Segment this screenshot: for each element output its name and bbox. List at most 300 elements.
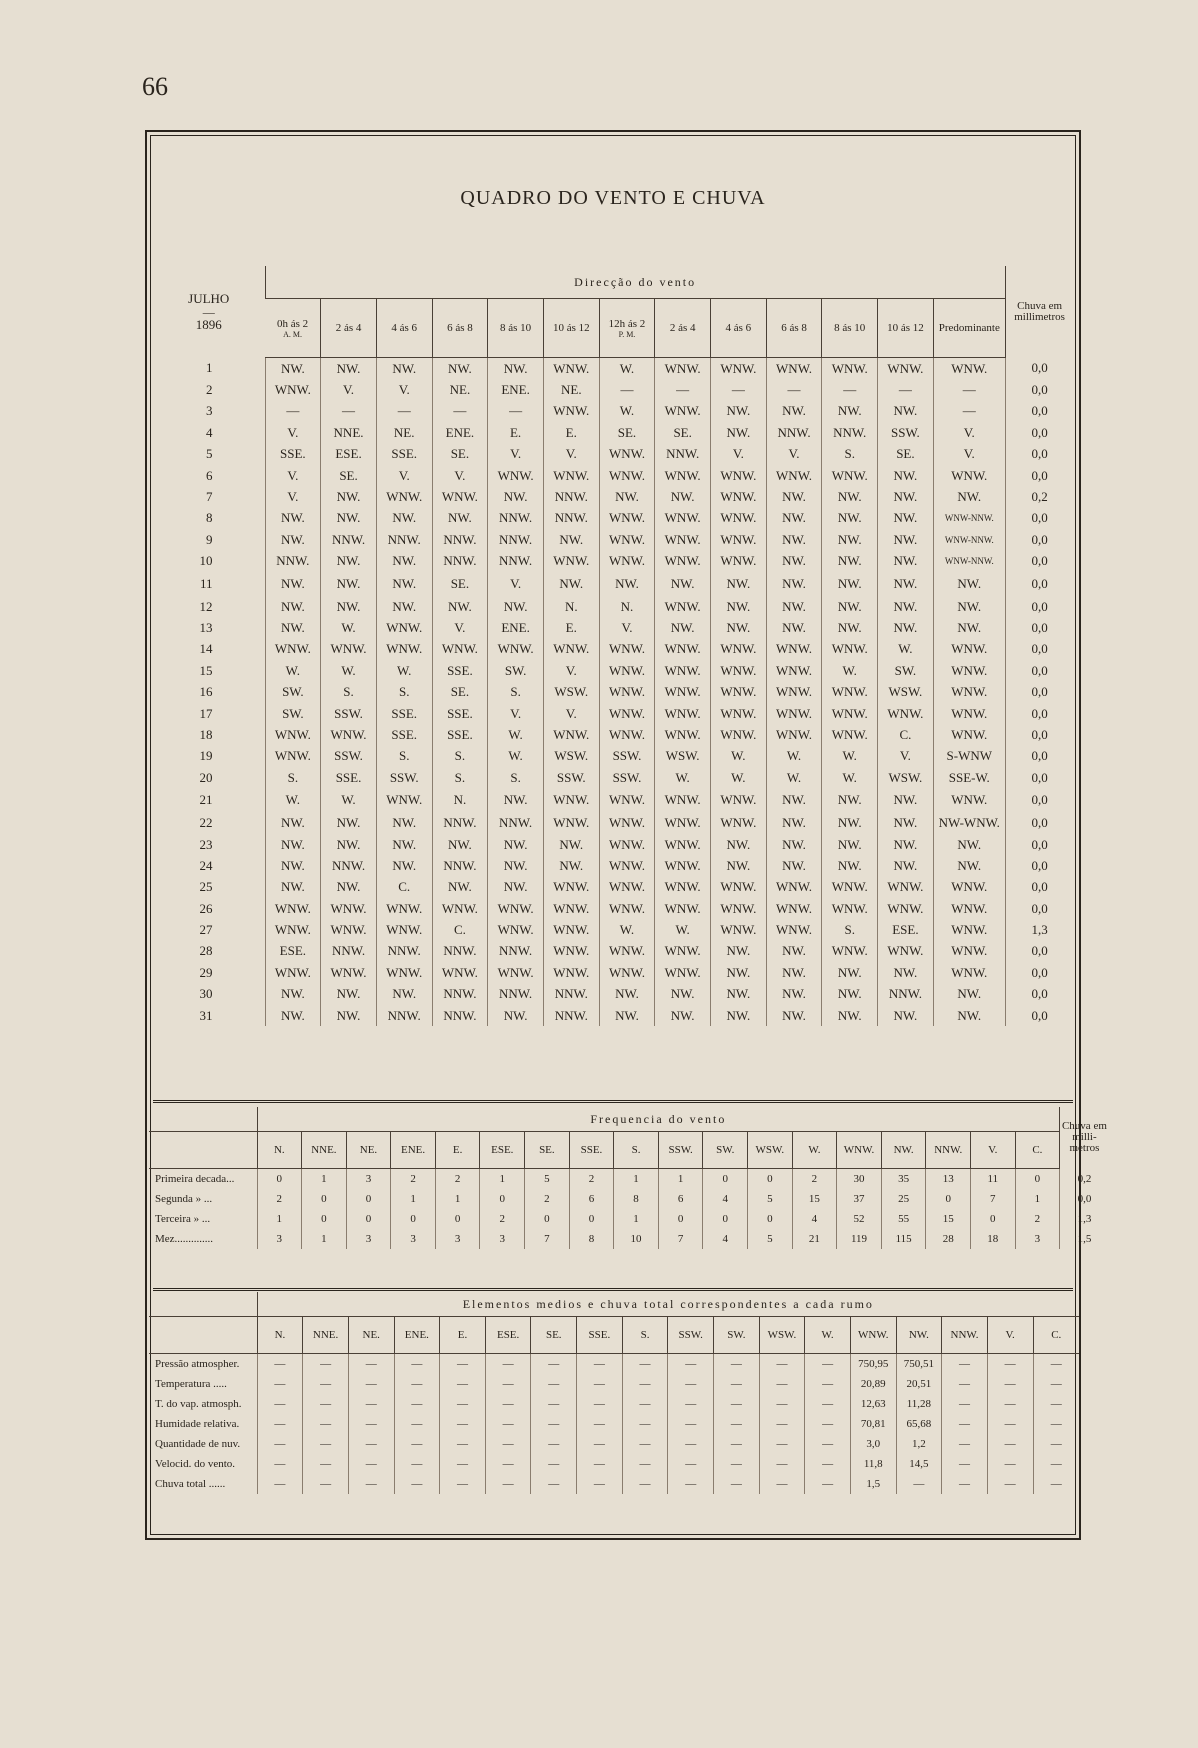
direction-cell: SSE.	[376, 444, 432, 465]
day-cell: 26	[199, 900, 213, 916]
direction-cell: NNW.	[488, 941, 544, 962]
direction-cell: SSW.	[321, 703, 377, 724]
direction-cell: W.	[321, 788, 377, 812]
direction-cell: WNW.	[488, 962, 544, 983]
rain-cell: 0,0	[1005, 681, 1073, 702]
row-label: Humidade relativa.	[155, 1418, 240, 1430]
direction-cell: WNW.	[488, 639, 544, 660]
value-cell: —	[759, 1394, 805, 1414]
value-cell: 0	[748, 1169, 793, 1190]
table-row	[153, 660, 1073, 681]
direction-header: E.	[435, 1132, 480, 1169]
direction-cell: V.	[933, 422, 1005, 443]
hour-header: 4 ás 6	[376, 299, 432, 358]
value-cell: —	[622, 1374, 668, 1394]
direction-cell: WNW.	[711, 877, 767, 898]
direction-cell: NNW.	[432, 984, 488, 1005]
frequency-title: Frequencia do vento	[257, 1107, 1060, 1132]
day-cell: 13	[199, 619, 213, 635]
rain-cell: 0,0	[1005, 401, 1073, 422]
day-cell: 14	[199, 641, 213, 657]
value-cell: 0	[346, 1209, 391, 1229]
row-label: Primeira decada...	[155, 1173, 235, 1185]
direction-cell: NW.	[376, 596, 432, 617]
direction-cell: SE.	[655, 422, 711, 443]
direction-cell: V.	[376, 379, 432, 400]
value-cell: 6	[658, 1189, 703, 1209]
direction-cell: NW.	[376, 551, 432, 572]
value-cell: —	[1033, 1374, 1079, 1394]
day-cell: 2	[206, 382, 213, 398]
value-cell: 1,5	[850, 1474, 896, 1494]
value-cell: 0	[525, 1209, 570, 1229]
direction-cell: WNW.	[543, 788, 599, 812]
direction-cell: —	[933, 379, 1005, 400]
table-row	[153, 358, 1073, 380]
direction-cell: WNW.	[376, 962, 432, 983]
direction-cell: NW.	[599, 572, 655, 596]
direction-cell: SSE.	[321, 767, 377, 788]
direction-cell: WNW.	[599, 660, 655, 681]
day-cell: 6	[206, 467, 213, 483]
direction-header: ESE.	[485, 1317, 531, 1354]
direction-cell: WNW.	[265, 724, 321, 745]
value-cell: —	[987, 1454, 1033, 1474]
direction-cell: NNE.	[321, 422, 377, 443]
direction-cell: NW.	[822, 788, 878, 812]
direction-cell: SSW.	[376, 767, 432, 788]
direction-cell: ENE.	[488, 379, 544, 400]
value-cell: —	[257, 1394, 303, 1414]
value-cell: —	[714, 1354, 760, 1375]
table-row	[153, 639, 1073, 660]
value-cell: —	[577, 1374, 623, 1394]
direction-cell: WNW.	[599, 529, 655, 550]
direction-header: SW.	[703, 1132, 748, 1169]
direction-cell: WNW.	[711, 508, 767, 529]
direction-cell: WNW.	[933, 898, 1005, 919]
direction-cell: SE.	[321, 465, 377, 486]
direction-cell: SW.	[878, 660, 934, 681]
direction-cell: WNW.	[933, 724, 1005, 745]
direction-cell: NW.	[878, 572, 934, 596]
direction-cell: N.	[543, 596, 599, 617]
direction-cell: WNW.	[933, 660, 1005, 681]
table-row	[153, 812, 1073, 833]
direction-cell: C.	[878, 724, 934, 745]
direction-cell: NNW.	[432, 812, 488, 833]
table-row	[153, 746, 1073, 767]
direction-cell: WNW.	[599, 834, 655, 855]
direction-cell: NW.	[711, 1005, 767, 1026]
direction-header: SSE.	[577, 1317, 623, 1354]
direction-cell: WNW.	[655, 529, 711, 550]
direction-title: Direcção do vento	[265, 266, 1005, 299]
value-cell: —	[805, 1354, 851, 1375]
rain-header: Chuva em millimetros	[1005, 266, 1073, 358]
direction-cell: WNW.	[376, 617, 432, 638]
direction-header: WNW.	[837, 1132, 882, 1169]
direction-cell: WNW.	[655, 358, 711, 380]
value-cell: 0	[658, 1209, 703, 1229]
direction-cell: NW.	[878, 529, 934, 550]
direction-cell: NW.	[711, 834, 767, 855]
direction-cell: —	[822, 379, 878, 400]
direction-cell: WNW.	[265, 639, 321, 660]
rain-cell: 0,0	[1005, 703, 1073, 724]
value-cell: —	[1033, 1354, 1079, 1375]
value-cell: —	[1033, 1454, 1079, 1474]
hour-header: 4 ás 6	[711, 299, 767, 358]
value-cell: —	[394, 1434, 440, 1454]
value-cell: —	[348, 1474, 394, 1494]
table-row	[149, 1169, 1109, 1190]
value-cell: —	[896, 1474, 942, 1494]
direction-cell: WNW.	[822, 639, 878, 660]
value-cell: 13	[926, 1169, 971, 1190]
direction-cell: NW.	[878, 812, 934, 833]
direction-cell: SSW.	[543, 767, 599, 788]
value-cell: —	[1033, 1434, 1079, 1454]
direction-cell: NNW.	[321, 855, 377, 876]
table-row	[149, 1229, 1109, 1249]
value-cell: 1	[391, 1189, 436, 1209]
value-cell: —	[1033, 1414, 1079, 1434]
direction-cell: NW.	[766, 962, 822, 983]
direction-cell: WNW.	[543, 919, 599, 940]
direction-cell: NW.	[265, 508, 321, 529]
value-cell: —	[577, 1394, 623, 1414]
rain-cell: 0,0	[1005, 898, 1073, 919]
direction-cell: V.	[265, 422, 321, 443]
direction-cell: NW.	[822, 596, 878, 617]
value-cell: 0	[257, 1169, 302, 1190]
rain-cell: 0,0	[1005, 855, 1073, 876]
direction-cell: NNW.	[432, 551, 488, 572]
value-cell: 4	[703, 1189, 748, 1209]
day-cell: 8	[206, 510, 213, 526]
direction-cell: NW.	[376, 358, 432, 380]
direction-cell: WNW.	[599, 551, 655, 572]
table-row	[153, 681, 1073, 702]
table-row	[153, 984, 1073, 1005]
value-cell: —	[668, 1414, 714, 1434]
direction-cell: S.	[822, 444, 878, 465]
value-cell: —	[394, 1474, 440, 1494]
direction-cell: SSE.	[432, 724, 488, 745]
month-header	[153, 266, 265, 358]
direction-cell: W.	[878, 639, 934, 660]
table-row	[153, 962, 1073, 983]
value-cell: —	[303, 1474, 349, 1494]
day-cell: 25	[199, 879, 213, 895]
value-cell: —	[257, 1434, 303, 1454]
rain-cell: 0,0	[1005, 1005, 1073, 1026]
value-cell: 15	[792, 1189, 837, 1209]
direction-cell: NW.	[878, 465, 934, 486]
direction-cell: NW.	[321, 572, 377, 596]
direction-cell: V.	[711, 444, 767, 465]
table-row	[149, 1414, 1079, 1434]
rain-cell: 0,0	[1005, 572, 1073, 596]
value-cell: 1,3	[1060, 1209, 1109, 1229]
direction-cell: WNW.	[599, 962, 655, 983]
direction-cell: NW.	[265, 834, 321, 855]
day-cell: 17	[199, 705, 213, 721]
table-row	[153, 529, 1073, 550]
direction-cell: NW.	[822, 1005, 878, 1026]
direction-cell: W.	[321, 617, 377, 638]
value-cell: —	[668, 1354, 714, 1375]
direction-cell: NW.	[376, 855, 432, 876]
hour-header: 2 ás 4	[321, 299, 377, 358]
direction-cell: NW.	[488, 834, 544, 855]
direction-cell: NW.	[321, 358, 377, 380]
direction-cell: NW.	[878, 788, 934, 812]
direction-cell: WSW.	[878, 767, 934, 788]
direction-cell: WNW.	[711, 660, 767, 681]
direction-cell: NW.	[933, 1005, 1005, 1026]
direction-cell: WNW.	[543, 724, 599, 745]
direction-cell: NW.	[599, 984, 655, 1005]
direction-cell: WNW.	[321, 724, 377, 745]
direction-cell: WNW.	[599, 855, 655, 876]
direction-cell: —	[432, 401, 488, 422]
direction-cell: NW.	[265, 358, 321, 380]
direction-cell: WNW.	[766, 358, 822, 380]
value-cell: —	[485, 1394, 531, 1414]
table-row	[153, 855, 1073, 876]
value-cell: 1	[614, 1169, 659, 1190]
direction-header: N.	[257, 1132, 302, 1169]
direction-cell: —	[655, 379, 711, 400]
value-cell: —	[303, 1394, 349, 1414]
direction-cell: —	[265, 401, 321, 422]
value-cell: —	[1033, 1474, 1079, 1494]
direction-cell: WNW.	[599, 877, 655, 898]
direction-cell: WNW.	[599, 898, 655, 919]
value-cell: 2	[525, 1189, 570, 1209]
direction-cell: WSW.	[543, 746, 599, 767]
direction-cell: SSE.	[265, 444, 321, 465]
direction-cell: WNW.	[599, 444, 655, 465]
table-row	[153, 596, 1073, 617]
direction-cell: WNW.	[599, 812, 655, 833]
value-cell: 5	[525, 1169, 570, 1190]
value-cell: —	[440, 1394, 486, 1414]
table-row	[153, 444, 1073, 465]
direction-cell: NW.	[265, 877, 321, 898]
direction-cell: NW.	[321, 486, 377, 507]
direction-cell: NW-WNW.	[933, 812, 1005, 833]
table-row	[153, 401, 1073, 422]
value-cell: —	[303, 1414, 349, 1434]
direction-cell: NW.	[321, 596, 377, 617]
value-cell: 2	[391, 1169, 436, 1190]
hour-header: 10 ás 12	[878, 299, 934, 358]
direction-cell: NW.	[878, 508, 934, 529]
value-cell: —	[485, 1454, 531, 1474]
direction-cell: NW.	[822, 572, 878, 596]
rain-cell: 0,0	[1005, 724, 1073, 745]
direction-cell: NW.	[933, 617, 1005, 638]
direction-cell: V.	[432, 617, 488, 638]
hour-header: Predominante	[933, 299, 1005, 358]
direction-cell: NW.	[766, 596, 822, 617]
direction-cell: SE.	[432, 681, 488, 702]
value-cell: 1	[257, 1209, 302, 1229]
direction-cell: NW.	[878, 855, 934, 876]
direction-header: SSE.	[569, 1132, 614, 1169]
value-cell: 0	[703, 1209, 748, 1229]
table-row	[149, 1474, 1079, 1494]
value-cell: 1,2	[896, 1434, 942, 1454]
value-cell: —	[759, 1374, 805, 1394]
direction-cell: WNW.	[265, 898, 321, 919]
direction-cell: NW.	[265, 855, 321, 876]
table-row	[149, 1454, 1079, 1474]
rain-cell: 0,0	[1005, 767, 1073, 788]
direction-cell: WNW.	[711, 812, 767, 833]
direction-header: WSW.	[748, 1132, 793, 1169]
direction-cell: V.	[432, 465, 488, 486]
direction-cell: WNW.	[655, 834, 711, 855]
value-cell: —	[759, 1354, 805, 1375]
value-cell: 0	[748, 1209, 793, 1229]
day-cell: 10	[199, 553, 213, 569]
direction-cell: ESE.	[321, 444, 377, 465]
direction-cell: ESE.	[878, 919, 934, 940]
direction-cell: NW.	[933, 855, 1005, 876]
direction-cell: NW.	[599, 1005, 655, 1026]
direction-cell: E.	[488, 422, 544, 443]
table-row	[149, 1394, 1079, 1414]
value-cell: —	[714, 1474, 760, 1494]
direction-cell: NW.	[822, 855, 878, 876]
month-label: JULHO	[188, 290, 230, 306]
direction-cell: NW.	[321, 551, 377, 572]
value-cell: 0	[435, 1209, 480, 1229]
value-cell: —	[987, 1374, 1033, 1394]
direction-cell: W.	[655, 919, 711, 940]
day-cell: 19	[199, 748, 213, 764]
day-cell: 7	[206, 489, 213, 505]
value-cell: —	[257, 1374, 303, 1394]
direction-header: NE.	[346, 1132, 391, 1169]
direction-cell: WNW.	[655, 724, 711, 745]
direction-cell: NW.	[376, 812, 432, 833]
direction-cell: NW.	[878, 596, 934, 617]
direction-cell: NW.	[655, 486, 711, 507]
rain-cell: 0,0	[1005, 617, 1073, 638]
value-cell: —	[348, 1394, 394, 1414]
value-cell: 14,5	[896, 1454, 942, 1474]
direction-cell: WNW.	[822, 724, 878, 745]
direction-cell: WNW.	[933, 941, 1005, 962]
rain-cell: 0,0	[1005, 812, 1073, 833]
value-cell: 1	[614, 1209, 659, 1229]
direction-cell: WNW.	[655, 681, 711, 702]
direction-cell: NW.	[766, 834, 822, 855]
direction-cell: NNW.	[766, 422, 822, 443]
direction-cell: WNW.	[376, 919, 432, 940]
direction-cell: WNW.	[321, 639, 377, 660]
value-cell: —	[805, 1374, 851, 1394]
direction-header: S.	[614, 1132, 659, 1169]
value-cell: —	[987, 1394, 1033, 1414]
direction-cell: WNW.	[543, 812, 599, 833]
direction-header: NW.	[896, 1317, 942, 1354]
value-cell: —	[348, 1414, 394, 1434]
direction-cell: NW.	[711, 572, 767, 596]
direction-cell: E.	[543, 422, 599, 443]
direction-cell: NW.	[599, 486, 655, 507]
page-title: QUADRO DO VENTO E CHUVA	[460, 187, 766, 209]
day-cell: 27	[199, 922, 213, 938]
rain-cell: 0,0	[1005, 984, 1073, 1005]
day-cell: 1	[206, 360, 213, 376]
direction-cell: SE.	[432, 444, 488, 465]
direction-cell: WNW.	[265, 962, 321, 983]
value-cell: 3,0	[850, 1434, 896, 1454]
direction-cell: WNW-NNW.	[933, 551, 1005, 572]
direction-cell: N.	[432, 788, 488, 812]
rain-cell: 0,0	[1005, 660, 1073, 681]
table-row	[153, 1005, 1073, 1026]
direction-cell: NNW.	[822, 422, 878, 443]
direction-cell: S.	[432, 746, 488, 767]
direction-cell: WNW.	[822, 681, 878, 702]
direction-cell: W.	[599, 358, 655, 380]
value-cell: —	[577, 1434, 623, 1454]
mean-elements-table	[149, 1292, 1079, 1494]
direction-cell: NW.	[321, 877, 377, 898]
value-cell: 4	[703, 1229, 748, 1249]
month-dash: —	[202, 304, 215, 319]
direction-header: W.	[792, 1132, 837, 1169]
value-cell: 0,0	[1060, 1189, 1109, 1209]
value-cell: —	[805, 1414, 851, 1434]
rain-cell: 0,0	[1005, 358, 1073, 380]
value-cell: 15	[926, 1209, 971, 1229]
direction-cell: NW.	[878, 486, 934, 507]
value-cell: —	[668, 1434, 714, 1454]
direction-cell: NW.	[878, 834, 934, 855]
rain-cell: 0,0	[1005, 834, 1073, 855]
value-cell: —	[531, 1394, 577, 1414]
direction-cell: WNW.	[655, 877, 711, 898]
direction-cell: WNW.	[655, 508, 711, 529]
direction-cell: ENE.	[432, 422, 488, 443]
table-row	[153, 724, 1073, 745]
rain-cell: 0,0	[1005, 596, 1073, 617]
direction-cell: NW.	[933, 572, 1005, 596]
direction-cell: —	[488, 401, 544, 422]
day-cell: 16	[199, 684, 213, 700]
table-row	[153, 379, 1073, 400]
direction-cell: NW.	[766, 1005, 822, 1026]
direction-cell: SSE-W.	[933, 767, 1005, 788]
value-cell: —	[942, 1374, 988, 1394]
value-cell: —	[440, 1454, 486, 1474]
direction-cell: V.	[265, 486, 321, 507]
direction-cell: WNW.	[543, 401, 599, 422]
direction-cell: NW.	[766, 572, 822, 596]
value-cell: 55	[881, 1209, 926, 1229]
direction-cell: NW.	[543, 572, 599, 596]
direction-cell: NE.	[432, 379, 488, 400]
direction-cell: V.	[933, 444, 1005, 465]
